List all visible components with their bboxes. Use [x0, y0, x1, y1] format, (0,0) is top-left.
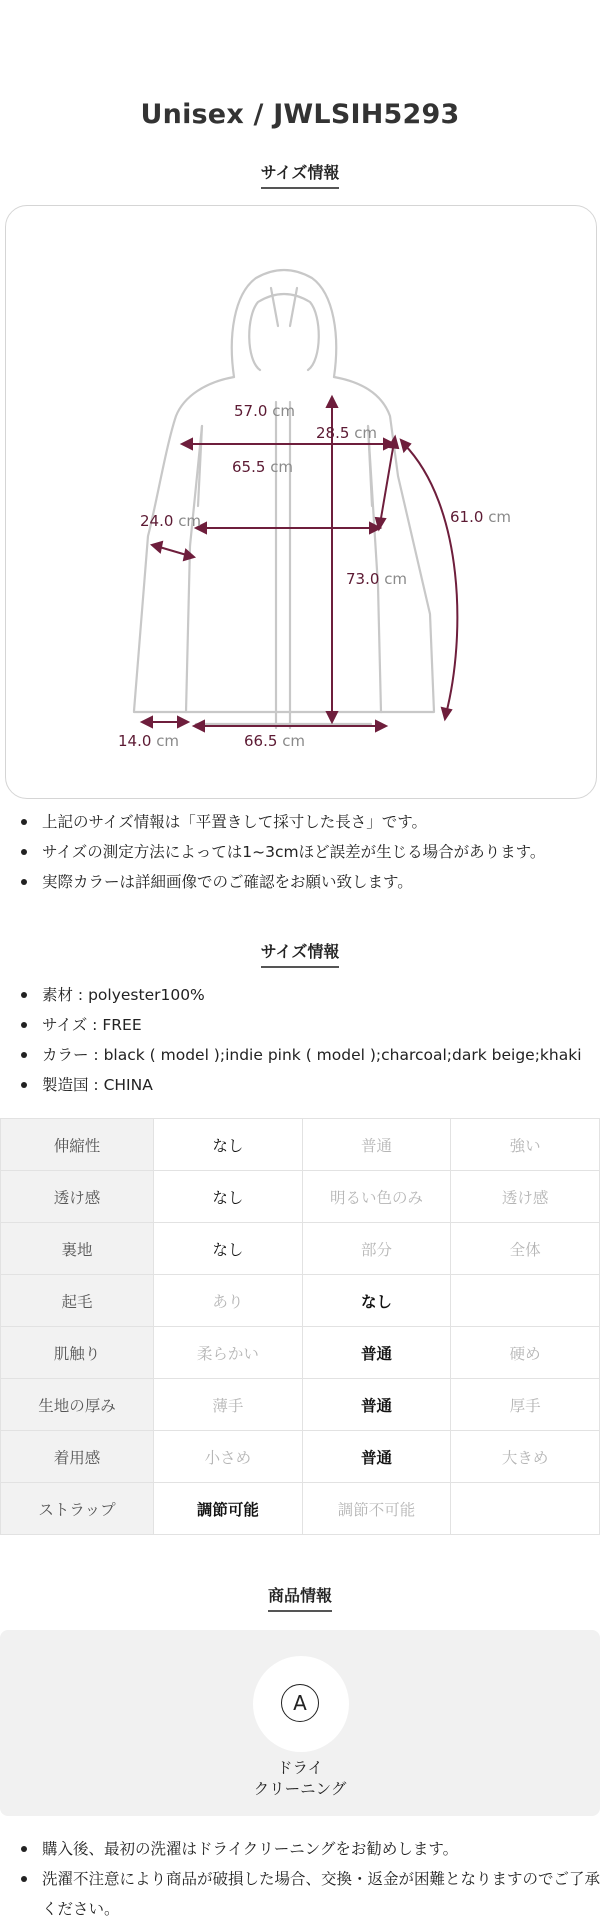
attribute-option: なし: [154, 1171, 303, 1223]
size-diagram: [5, 205, 597, 799]
chest-width-label: 65.5 cm: [232, 458, 294, 476]
attribute-option: 明るい色のみ: [302, 1171, 451, 1223]
sleeve-length-label: 61.0 cm: [450, 508, 512, 526]
jacket-outline-drawing: [6, 206, 597, 799]
care-note-item: 購入後、最初の洗濯はドライクリーニングをお勧めします。: [10, 1834, 600, 1864]
cuff-arrow-right: [178, 717, 188, 727]
cuff-arrow-left: [142, 717, 152, 727]
attribute-option: 柔らかい: [154, 1327, 303, 1379]
armhole-arrow-right: [184, 550, 194, 560]
attribute-option: あり: [154, 1275, 303, 1327]
spec-material: 素材 : polyester100%: [10, 980, 600, 1010]
attribute-option: [451, 1483, 600, 1535]
attribute-option: 小さめ: [154, 1431, 303, 1483]
care-icon-badge: [253, 1656, 349, 1752]
sleeve-measure-line: [404, 444, 457, 714]
size-info-heading-text: サイズ情報: [261, 160, 340, 189]
attribute-option: 薄手: [154, 1379, 303, 1431]
attribute-option: なし: [154, 1119, 303, 1171]
attribute-label: 伸縮性: [1, 1119, 154, 1171]
attribute-option: なし: [154, 1223, 303, 1275]
care-label: [0, 1758, 600, 1800]
size-note-item: サイズの測定方法によっては1~3cmほど誤差が生じる場合があります。: [10, 837, 600, 867]
attribute-option: 普通: [302, 1119, 451, 1171]
attribute-label: 裏地: [1, 1223, 154, 1275]
attribute-row: [1, 1223, 600, 1275]
length-arrow-top: [327, 397, 337, 407]
hem-arrow-left: [194, 721, 204, 731]
hem-width-label: 66.5 cm: [244, 732, 306, 750]
attribute-option: 大きめ: [451, 1431, 600, 1483]
attribute-option: 強い: [451, 1119, 600, 1171]
size-notes-list: [0, 807, 600, 897]
attribute-row: [1, 1379, 600, 1431]
size-note-item: 上記のサイズ情報は「平置きして採寸した長さ」です。: [10, 807, 600, 837]
attribute-option: 普通: [302, 1379, 451, 1431]
attribute-label: 起毛: [1, 1275, 154, 1327]
attribute-option: 硬め: [451, 1327, 600, 1379]
front-upper-measure-line: [380, 442, 394, 524]
product-title: Unisex / JWLSIH5293: [140, 99, 460, 130]
attribute-option: 全体: [451, 1223, 600, 1275]
size-info-heading: [0, 160, 600, 189]
product-info-heading-text: 商品情報: [268, 1583, 332, 1612]
spec-list: [0, 980, 600, 1100]
length-arrow-bottom: [327, 712, 337, 722]
attribute-row: [1, 1327, 600, 1379]
spec-heading-text: サイズ情報: [261, 939, 340, 968]
spec-origin: 製造国 : CHINA: [10, 1070, 600, 1100]
care-label-line2: クリーニング: [253, 1780, 347, 1798]
spec-colors: カラー : black ( model );indie pink ( model );charcoal;dark beige;khaki: [10, 1040, 600, 1070]
attribute-label: 肌触り: [1, 1327, 154, 1379]
attribute-label: 着用感: [1, 1431, 154, 1483]
hem-arrow-right: [376, 721, 386, 731]
shoulder-width-label: 57.0 cm: [234, 402, 296, 420]
attribute-option: なし: [302, 1275, 451, 1327]
attribute-option: 調節不可能: [302, 1483, 451, 1535]
size-note-item: 実際カラーは詳細画像でのご確認をお願い致します。: [10, 867, 600, 897]
cuff-width-label: 14.0 cm: [118, 732, 180, 750]
attribute-row: [1, 1119, 600, 1171]
hem: [186, 712, 381, 724]
zipper: [276, 402, 290, 728]
spec-size: サイズ : FREE: [10, 1010, 600, 1040]
attribute-option: 透け感: [451, 1171, 600, 1223]
attribute-label: 透け感: [1, 1171, 154, 1223]
attribute-row: [1, 1431, 600, 1483]
attribute-table: [0, 1118, 600, 1535]
attribute-option: 普通: [302, 1431, 451, 1483]
care-notes-list: [0, 1834, 600, 1924]
attribute-option: 調節可能: [154, 1483, 303, 1535]
front-upper-length-label: 28.5 cm: [316, 424, 378, 442]
care-instructions-panel: [0, 1630, 600, 1816]
attribute-row: [1, 1275, 600, 1327]
attribute-option: 部分: [302, 1223, 451, 1275]
product-info-heading: [0, 1583, 600, 1612]
dry-clean-a-icon: A: [281, 1684, 319, 1722]
hood-outline: [232, 270, 336, 377]
sleeve-arrow-bottom: [442, 708, 451, 719]
attribute-row: [1, 1171, 600, 1223]
attribute-option: [451, 1275, 600, 1327]
attribute-row: [1, 1483, 600, 1535]
attribute-label: ストラップ: [1, 1483, 154, 1535]
total-length-label: 73.0 cm: [346, 570, 408, 588]
attribute-option: 厚手: [451, 1379, 600, 1431]
body-left: [134, 377, 234, 712]
armhole-label: 24.0 cm: [140, 512, 202, 530]
attribute-label: 生地の厚み: [1, 1379, 154, 1431]
shoulder-arrow-left: [182, 439, 192, 449]
spec-heading: [0, 939, 600, 968]
armhole-arrow-left: [152, 542, 162, 552]
care-note-item: 洗濯不注意により商品が破損した場合、交換・返金が困難となりますのでご了承ください。: [10, 1864, 600, 1924]
attribute-option: 普通: [302, 1327, 451, 1379]
care-label-line1: ドライ: [276, 1759, 324, 1777]
hood-inner: [249, 294, 319, 370]
